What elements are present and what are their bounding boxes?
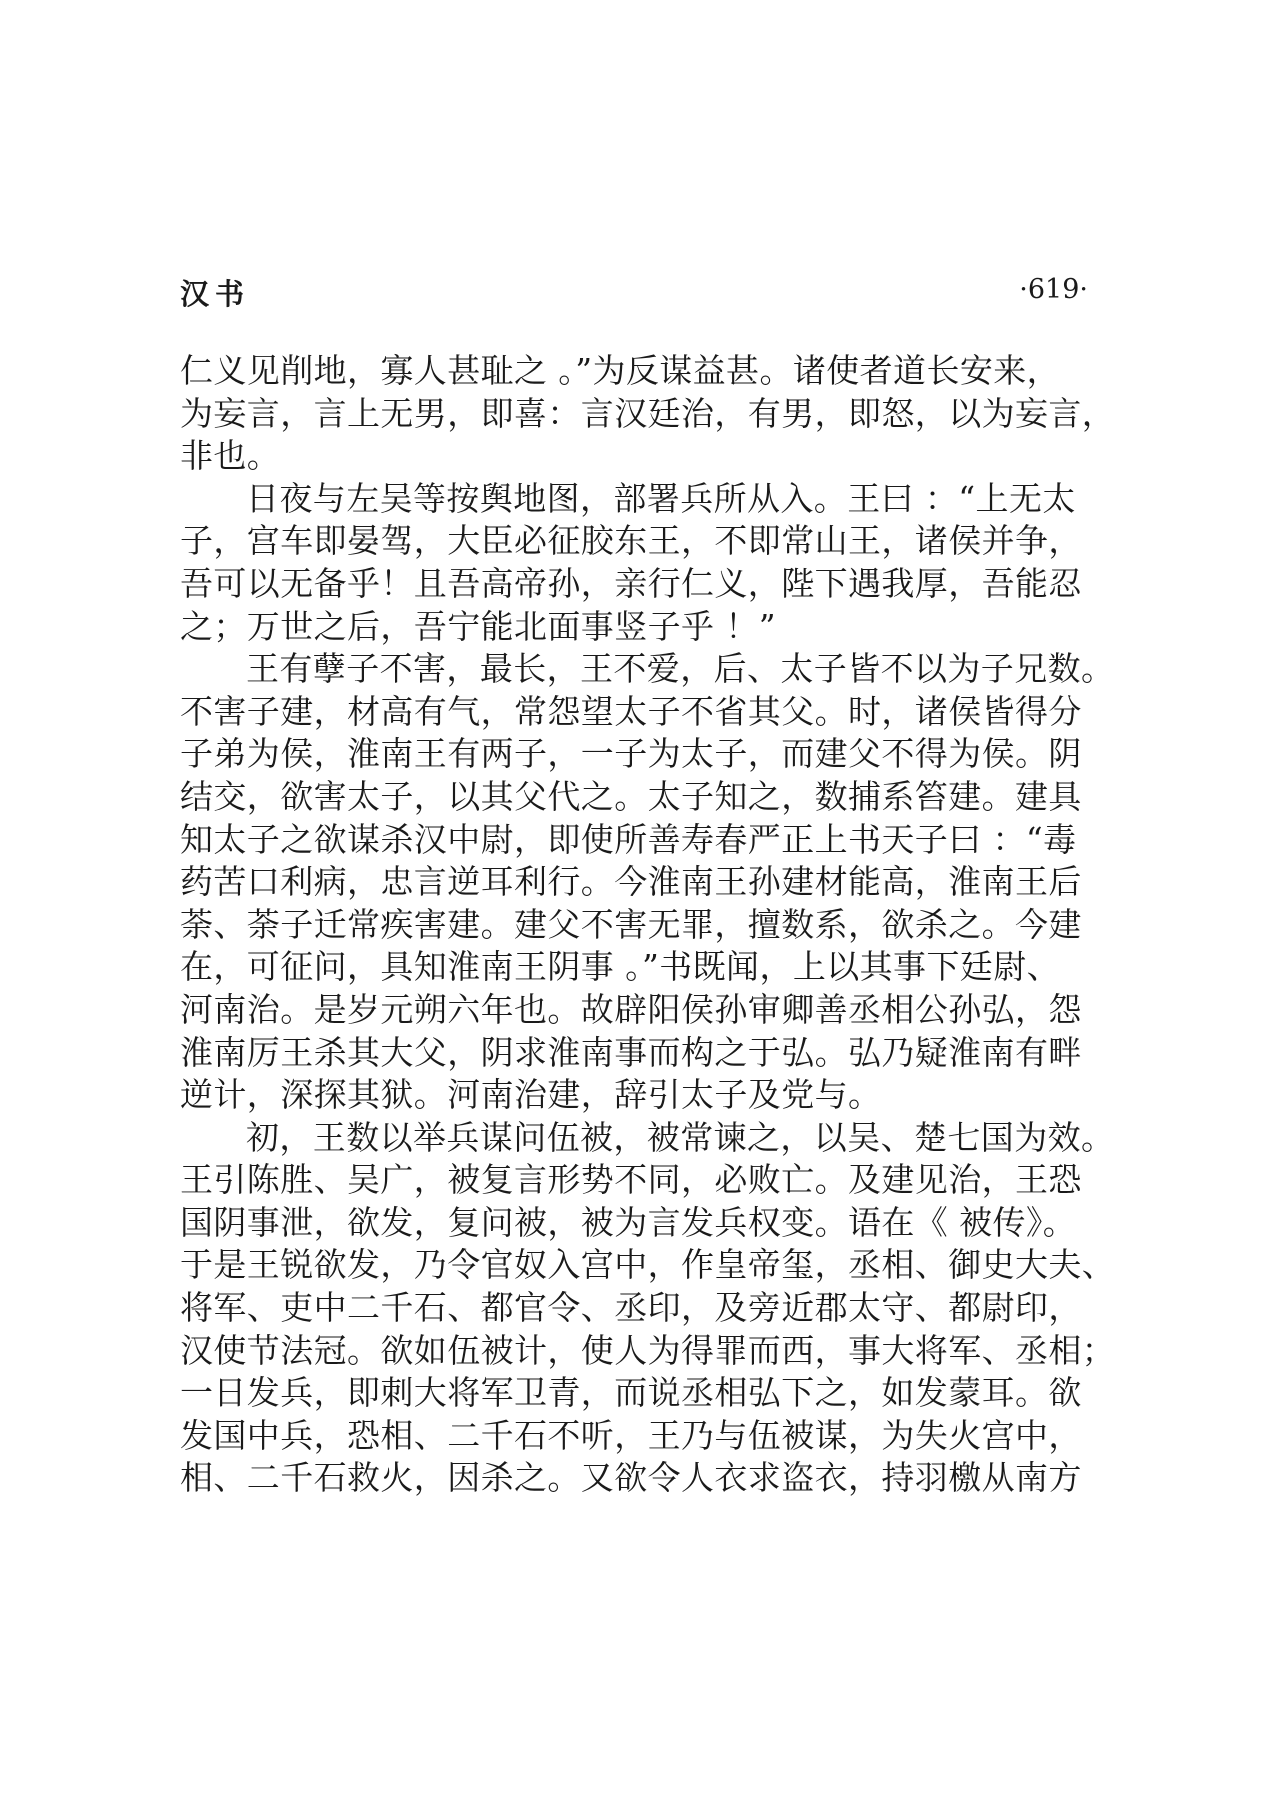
text-line: 日夜与左吴等按舆地图，部署兵所从入。王曰 ：“上无太: [246, 478, 1076, 518]
text-line: 王引陈胜、吴广，被复言形势不同，必败亡。及建见治，王恐: [180, 1160, 1082, 1200]
text-line: 不害子建，材高有气，常怨望太子不省其父。时，诸侯皆得分: [180, 691, 1082, 731]
text-line: 之；万世之后，吾宁能北面事竖子乎 ！”: [180, 606, 776, 646]
paragraph: [180, 648, 1115, 1117]
body-text: [180, 350, 1116, 1500]
text-line: 于是王锐欲发，乃令官奴入宫中，作皇帝玺，丞相、御史大夫、: [180, 1245, 1116, 1285]
text-line: 发国中兵，恐相、二千石不听，王乃与伍被谋，为失火宫中，: [180, 1415, 1082, 1455]
text-line: 吾可以无备乎！且吾高帝孙，亲行仁义，陛下遇我厚，吾能忍: [180, 563, 1082, 603]
page-number: ·619·: [1019, 274, 1088, 305]
text-line: 荼、荼子迁常疾害建。建父不害无罪，擅数系，欲杀之。今建: [180, 904, 1082, 944]
text-line: 知太子之欲谋杀汉中尉，即使所善寿春严正上书天子曰 ：“毒: [180, 819, 1077, 859]
text-line: 逆计，深探其狱。河南治建，辞引太子及党与。: [180, 1075, 882, 1115]
text-line: 河南治。是岁元朔六年也。故辟阳侯孙审卿善丞相公孙弘，怨: [180, 989, 1082, 1029]
text-line: 淮南厉王杀其大父，阴求淮南事而构之于弘。弘乃疑淮南有畔: [180, 1032, 1082, 1072]
text-line: 将军、吏中二千石、都官令、丞印，及旁近郡太守、都尉印，: [180, 1288, 1082, 1328]
text-line: 国阴事泄，欲发，复问被，被为言发兵权变。语在《 被传》。: [180, 1202, 1077, 1242]
text-line: 在，可征问，具知淮南王阴事 。”书既闻，上以其事下廷尉、: [180, 947, 1061, 987]
text-line: 王有孽子不害，最长，王不爱，后、太子皆不以为子兄数。: [246, 649, 1115, 689]
paragraph: [180, 350, 1116, 478]
text-line: 非也。: [180, 436, 281, 476]
book-title: 汉书: [180, 277, 251, 311]
text-line: 子，宫车即晏驾，大臣必征胶东王，不即常山王，诸侯并争，: [180, 521, 1082, 561]
text-line: 相、二千石救火，因杀之。又欲令人衣求盗衣，持羽檄从南方: [180, 1458, 1082, 1498]
text-line: 初，王数以举兵谋问伍被，被常谏之，以吴、楚七国为效。: [246, 1117, 1115, 1157]
paragraph: [180, 478, 1080, 648]
text-line: 子弟为侯，淮南王有两子，一子为太子，而建父不得为侯。阴: [180, 734, 1082, 774]
text-line: 汉使节法冠。欲如伍被计，使人为得罪而西，事大将军、丞相；: [180, 1330, 1116, 1370]
text-line: 药苦口利病，忠言逆耳利行。今淮南王孙建材能高，淮南王后: [180, 862, 1082, 902]
running-head: [180, 272, 1088, 312]
text-line: 结交，欲害太子，以其父代之。太子知之，数捕系笞建。建具: [180, 776, 1082, 816]
paragraph: [180, 1117, 1116, 1500]
text-line: 一日发兵，即刺大将军卫青，而说丞相弘下之，如发蒙耳。欲: [180, 1373, 1082, 1413]
text-line: 仁义见削地，寡人甚耻之 。”为反谋益甚。诸使者道长安来，: [180, 351, 1061, 390]
text-line: 为妄言，言上无男，即喜：言汉廷治，有男，即怒，以为妄言，: [180, 393, 1116, 433]
